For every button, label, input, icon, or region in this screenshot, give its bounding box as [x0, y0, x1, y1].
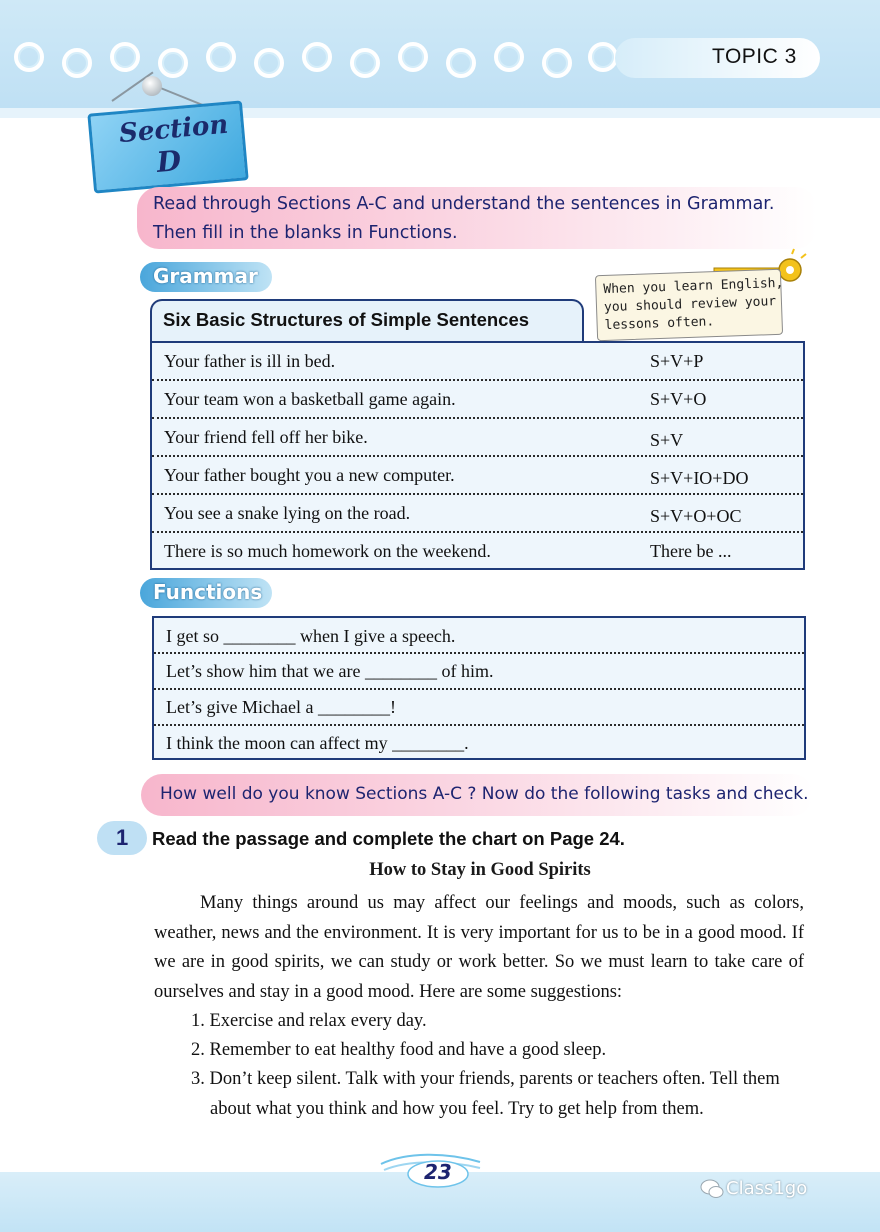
- table-row: [152, 457, 803, 495]
- watermark: Class1go: [726, 1178, 808, 1199]
- task-instruction: Read the passage and complete the chart on Page 24.: [152, 828, 625, 849]
- grammar-table: [150, 341, 805, 570]
- decorative-ring-icon: [350, 48, 380, 78]
- section-word: Section: [117, 109, 230, 150]
- table-row: [154, 726, 804, 760]
- function-sentence: I get so ________ when I give a speech.: [166, 626, 456, 646]
- instruction-line-1: Read through Sections A-C and understand the sentences in Grammar.: [153, 194, 775, 214]
- instruction-line-2: Then fill in the blanks in Functions.: [153, 223, 458, 243]
- decorative-ring-icon: [158, 48, 188, 78]
- decorative-ring-icon: [398, 42, 428, 72]
- wechat-icon: [700, 1178, 724, 1200]
- sentence-cell: Your father bought you a new computer.: [164, 465, 455, 485]
- topic-label: TOPIC 3: [712, 45, 797, 68]
- structure-cell: S+V+IO+DO: [650, 468, 749, 488]
- structure-cell: S+V+O: [650, 389, 707, 409]
- suggestion-item: 3. Don’t keep silent. Talk with your friends, parents or teachers often. Tell them about what you think and how you feel. Try to get help from them.: [191, 1069, 780, 1119]
- structure-cell: S+V+O+OC: [650, 506, 742, 526]
- function-sentence: I think the moon can affect my ________.: [166, 733, 469, 753]
- decorative-ring-icon: [254, 48, 284, 78]
- section-letter: D: [155, 143, 183, 179]
- table-row: [152, 381, 803, 419]
- sentence-cell: Your father is ill in bed.: [164, 351, 336, 371]
- table-row: [152, 495, 803, 533]
- grammar-table-title: Six Basic Structures of Simple Sentences: [163, 309, 530, 330]
- table-row: [152, 343, 803, 381]
- function-sentence: Let’s give Michael a ________!: [166, 697, 396, 717]
- table-row: [154, 690, 804, 726]
- table-row: [152, 419, 803, 457]
- decorative-ring-icon: [206, 42, 236, 72]
- suggestion-item: 2. Remember to eat healthy food and have a good sleep.: [191, 1040, 607, 1060]
- tip-note-line: When you learn English,: [603, 275, 784, 298]
- decorative-ring-icon: [446, 48, 476, 78]
- tip-note-line: you should review your: [603, 294, 777, 316]
- functions-table: [152, 616, 806, 760]
- functions-label: Functions: [153, 580, 263, 604]
- table-row: [152, 533, 803, 571]
- pin-icon: [142, 76, 162, 96]
- grammar-label: Grammar: [153, 264, 258, 288]
- structure-cell: S+V: [650, 430, 684, 450]
- task-number: 1: [116, 825, 129, 850]
- structure-cell: There be ...: [650, 541, 732, 561]
- passage-paragraph: Many things around us may affect our feelings and moods, such as colors, weather, news and the environment. It is very important for us to be in a good mood. If we are in good spirits, we can study or work better. So we must learn to take care of ourselves and stay in a good mood. Here are some suggestions:: [154, 893, 804, 1002]
- decorative-ring-icon: [494, 42, 524, 72]
- sentence-cell: Your friend fell off her bike.: [164, 427, 368, 447]
- tip-note-line: lessons often.: [604, 314, 715, 334]
- decorative-ring-icon: [14, 42, 44, 72]
- table-row: [154, 618, 804, 654]
- passage-title: How to Stay in Good Spirits: [369, 860, 591, 880]
- decorative-ring-icon: [302, 42, 332, 72]
- check-prompt: How well do you know Sections A-C ? Now do the following tasks and check.: [160, 784, 809, 804]
- tip-note-text: [603, 275, 785, 335]
- function-sentence: Let’s show him that we are ________ of him.: [166, 661, 494, 681]
- decorative-ring-icon: [110, 42, 140, 72]
- decorative-ring-icon: [588, 42, 618, 72]
- page-number: 23: [424, 1160, 452, 1184]
- decorative-ring-icon: [62, 48, 92, 78]
- structure-cell: S+V+P: [650, 351, 704, 371]
- decorative-ring-icon: [542, 48, 572, 78]
- table-row: [154, 654, 804, 690]
- sentence-cell: There is so much homework on the weekend.: [164, 541, 491, 561]
- sentence-cell: You see a snake lying on the road.: [164, 503, 411, 523]
- suggestion-item: 1. Exercise and relax every day.: [191, 1011, 427, 1031]
- sentence-cell: Your team won a basketball game again.: [164, 389, 456, 409]
- section-sign: [86, 88, 248, 193]
